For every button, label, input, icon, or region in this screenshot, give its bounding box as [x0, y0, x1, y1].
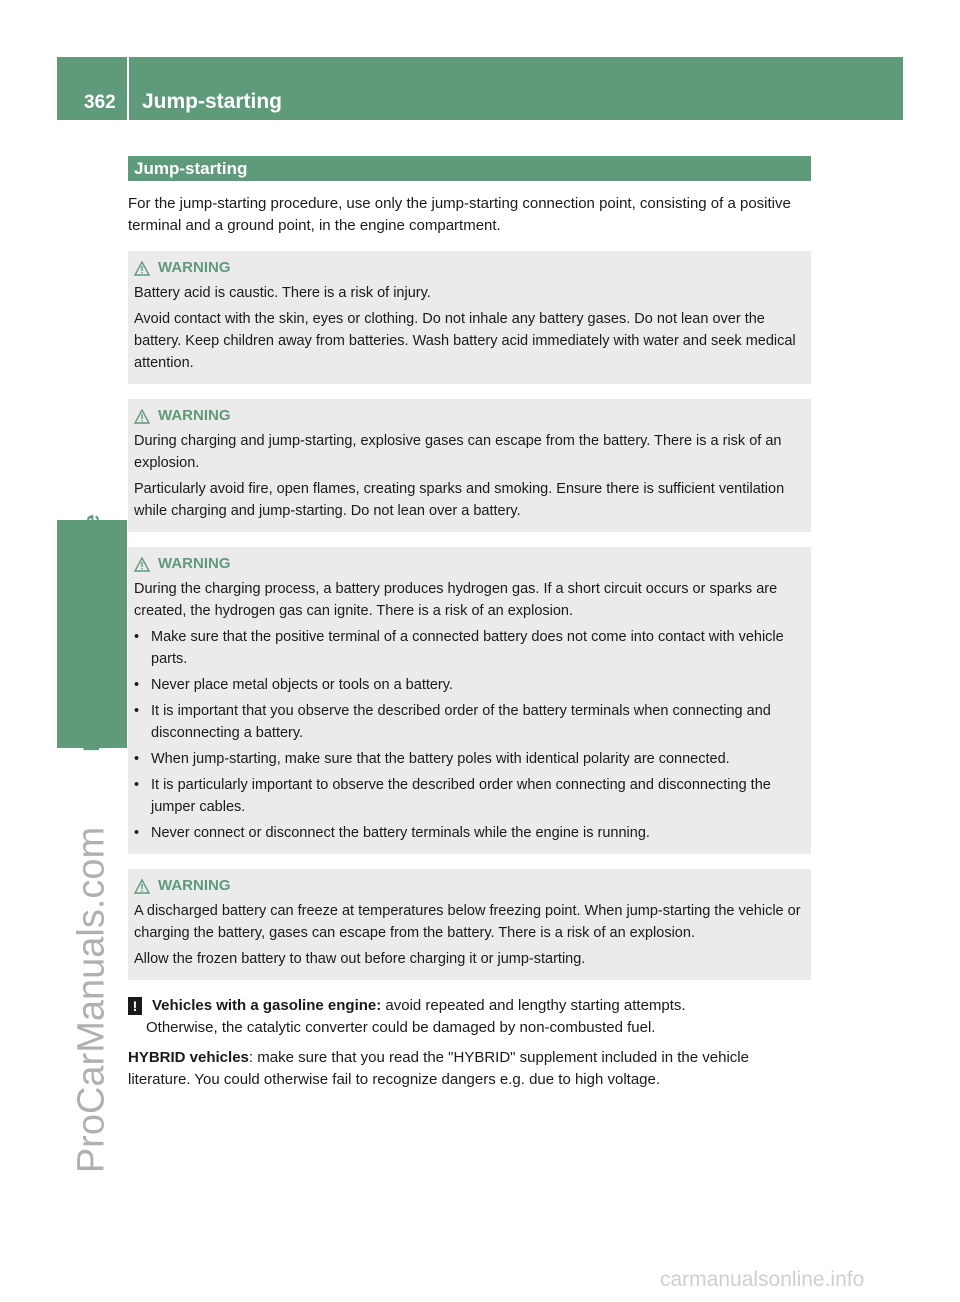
bullet-icon: •	[134, 751, 140, 767]
warning-header	[134, 257, 803, 279]
warning-label: WARNING	[158, 259, 231, 276]
warning-triangle-icon	[134, 557, 150, 572]
footer-watermark: carmanualsonline.info	[660, 1268, 865, 1291]
list-item	[134, 774, 803, 818]
warning-bullet-list	[134, 626, 803, 844]
warning-triangle-icon	[134, 879, 150, 894]
bullet-icon: •	[134, 629, 140, 645]
list-item-text: Never connect or disconnect the battery terminals while the engine is running.	[151, 825, 650, 841]
note-continuation: Otherwise, the catalytic converter could be damaged by non-combusted fuel.	[146, 1019, 656, 1036]
warning-label: WARNING	[158, 407, 231, 424]
warning-text: During the charging process, a battery produces hydrogen gas. If a short circuit occurs or sparks are created, the hydrogen gas can ignite. There is a risk of an explosion.	[134, 581, 778, 619]
warning-triangle-icon	[134, 409, 150, 424]
bullet-icon: •	[134, 825, 140, 841]
list-item-text: Never place metal objects or tools on a battery.	[151, 677, 453, 693]
bullet-icon: •	[134, 677, 140, 693]
note-text: avoid repeated and lengthy starting attempts.	[381, 997, 686, 1014]
page-title: Jump-starting	[142, 90, 283, 113]
list-item-text: Make sure that the positive terminal of a connected battery does not come into contact with vehicle parts.	[151, 629, 784, 667]
hybrid-text: : make sure that you read the "HYBRID" supplement included in the vehicle literature. You could otherwise fail to recognize dangers e.g. due to high voltage.	[128, 1049, 749, 1088]
list-item	[134, 626, 803, 670]
chapter-side-label: Breakdown assistance	[79, 514, 104, 752]
list-item	[134, 674, 803, 696]
exclamation-icon: !	[128, 997, 142, 1015]
warning-box	[128, 399, 811, 532]
side-watermark: ProCarManuals.com	[70, 826, 113, 1174]
hybrid-paragraph	[128, 1047, 811, 1091]
warning-box	[128, 251, 811, 384]
bullet-icon: •	[134, 777, 140, 793]
list-item	[134, 748, 803, 770]
warning-triangle-icon	[134, 261, 150, 276]
note-bold: Vehicles with a gasoline engine:	[152, 997, 382, 1014]
warning-text: Allow the frozen battery to thaw out before charging it or jump-starting.	[134, 951, 586, 967]
warning-text: During charging and jump-starting, explosive gases can escape from the battery. There is a risk of an explosion.	[134, 433, 782, 471]
header-divider	[127, 57, 129, 120]
warning-text: Battery acid is caustic. There is a risk of injury.	[134, 285, 431, 301]
intro-paragraph: For the jump-starting procedure, use only the jump-starting connection point, consisting of a positive terminal and a ground point, in the engine compartment.	[128, 195, 791, 234]
list-item-text: When jump-starting, make sure that the battery poles with identical polarity are connected.	[151, 751, 730, 767]
main-content	[128, 156, 811, 1091]
warning-header	[134, 553, 803, 575]
warning-header	[134, 875, 803, 897]
bullet-icon: •	[134, 703, 140, 719]
warning-text: Avoid contact with the skin, eyes or clothing. Do not inhale any battery gases. Do not lean over the battery. Keep children away from batteries. Wash battery acid immediately with water and seek medical attention.	[134, 311, 796, 371]
warning-box	[128, 547, 811, 854]
warning-box	[128, 869, 811, 980]
list-item	[134, 822, 803, 844]
warning-text: A discharged battery can freeze at temperatures below freezing point. When jump-starting the vehicle or charging the battery, gases can escape from the battery. There is a risk of an explosion.	[134, 903, 801, 941]
list-item	[134, 700, 803, 744]
page-number: 362	[84, 92, 116, 113]
note-paragraph	[128, 995, 811, 1039]
list-item-text: It is important that you observe the described order of the battery terminals when connecting and disconnecting a battery.	[151, 703, 771, 741]
warning-label: WARNING	[158, 877, 231, 894]
warning-label: WARNING	[158, 555, 231, 572]
warning-header	[134, 405, 803, 427]
section-heading: Jump-starting	[128, 156, 811, 181]
list-item-text: It is particularly important to observe the described order when connecting and disconnecting the jumper cables.	[151, 777, 771, 815]
warning-text: Particularly avoid fire, open flames, creating sparks and smoking. Ensure there is sufficient ventilation while charging and jump-starting. Do not lean over a battery.	[134, 481, 785, 519]
hybrid-bold: HYBRID vehicles	[128, 1049, 249, 1066]
